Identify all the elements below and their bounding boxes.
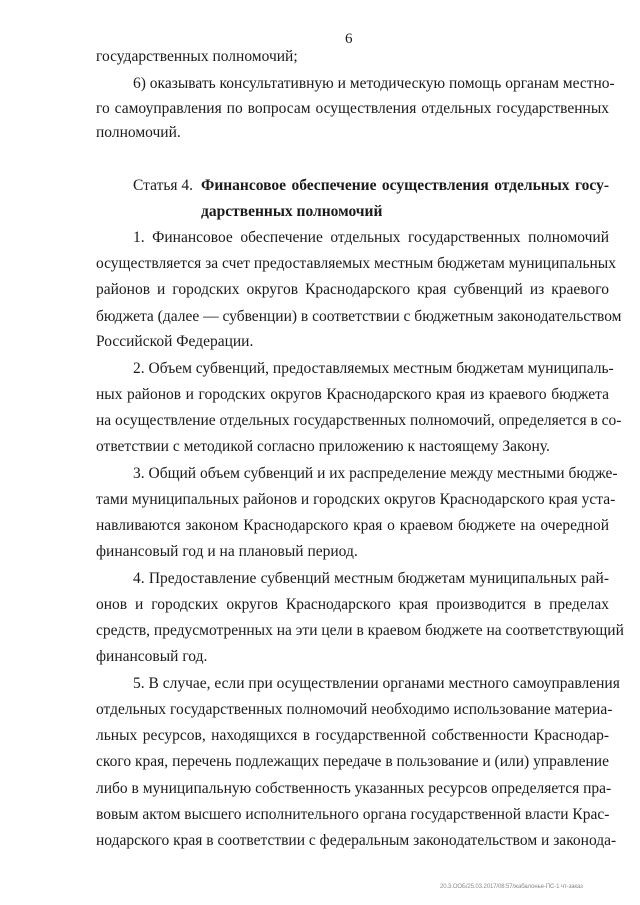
text-line: навливаются законом Краснодарского края о краевом бюджете на очередной [96,517,609,534]
article-label: Статья 4. [133,177,194,194]
document-footer-stamp: 20.3.ООБ/25.03.2017/08:57/жабалонье-ПС-1 чт-заказ [440,884,583,890]
text-line: тами муниципальных районов и городских округов Краснодарского края уста- [96,491,616,508]
text-line: 5. В случае, если при осуществлении органами местного самоуправления [133,675,620,692]
text-line: 2. Объем субвенций, предоставляемых местным бюджетам муниципаль- [133,360,614,377]
text-line: онов и городских округов Краснодарского края производится в пределах [96,596,609,613]
text-line: 3. Общий объем субвенций и их распределение между местными бюдже- [133,465,618,482]
page-number: 6 [345,31,353,47]
text-line: средств, предусмотренных на эти цели в краевом бюджете на соответствующий [96,622,624,639]
article-title-cont: дарственных полномочий [201,203,383,220]
text-line: льных ресурсов, находящихся в государственной собственности Краснодар- [96,727,609,744]
text-line: финансовый год и на плановый период. [96,543,358,560]
text-line: на осуществление отдельных государственных полномочий, определяется в со- [96,412,622,429]
text-line: 4. Предоставление субвенций местным бюджетам муниципальных рай- [133,570,609,587]
text-line: государственных полномочий; [96,48,298,65]
text-line: либо в муниципальную собственность указанных ресурсов определяется пра- [96,780,612,797]
text-line: го самоуправления по вопросам осуществления отдельных государственных [96,100,609,117]
text-line: осуществляется за счет предоставляемых местным бюджетам муниципальных [96,255,616,272]
text-line: 6) оказывать консультативную и методическую помощь органам местно- [133,75,615,92]
text-line: Российской Федерации. [96,333,254,350]
text-line: бюджета (далее — субвенции) в соответствии с бюджетным законодательством [96,308,622,325]
text-line: нодарского края в соответствии с федеральным законодательством и законода- [96,832,617,849]
text-line: финансовый год. [96,648,208,665]
text-line: ского края, перечень подлежащих передаче в пользование и (или) управление [96,753,609,770]
article-title: Финансовое обеспечение осуществления отдельных госу- [201,177,609,194]
text-line: вовым актом высшего исполнительного органа государственной власти Крас- [96,806,610,823]
text-line: полномочий. [96,124,181,141]
text-line: районов и городских округов Краснодарского края субвенций из краевого [96,281,609,298]
text-line: ных районов и городских округов Краснодарского края из краевого бюджета [96,386,609,403]
text-line: отдельных государственных полномочий необходимо использование материа- [96,701,613,718]
text-line: ответствии с методикой согласно приложению к настоящему Закону. [96,438,550,455]
text-line: 1. Финансовое обеспечение отдельных государственных полномочий [133,229,609,246]
